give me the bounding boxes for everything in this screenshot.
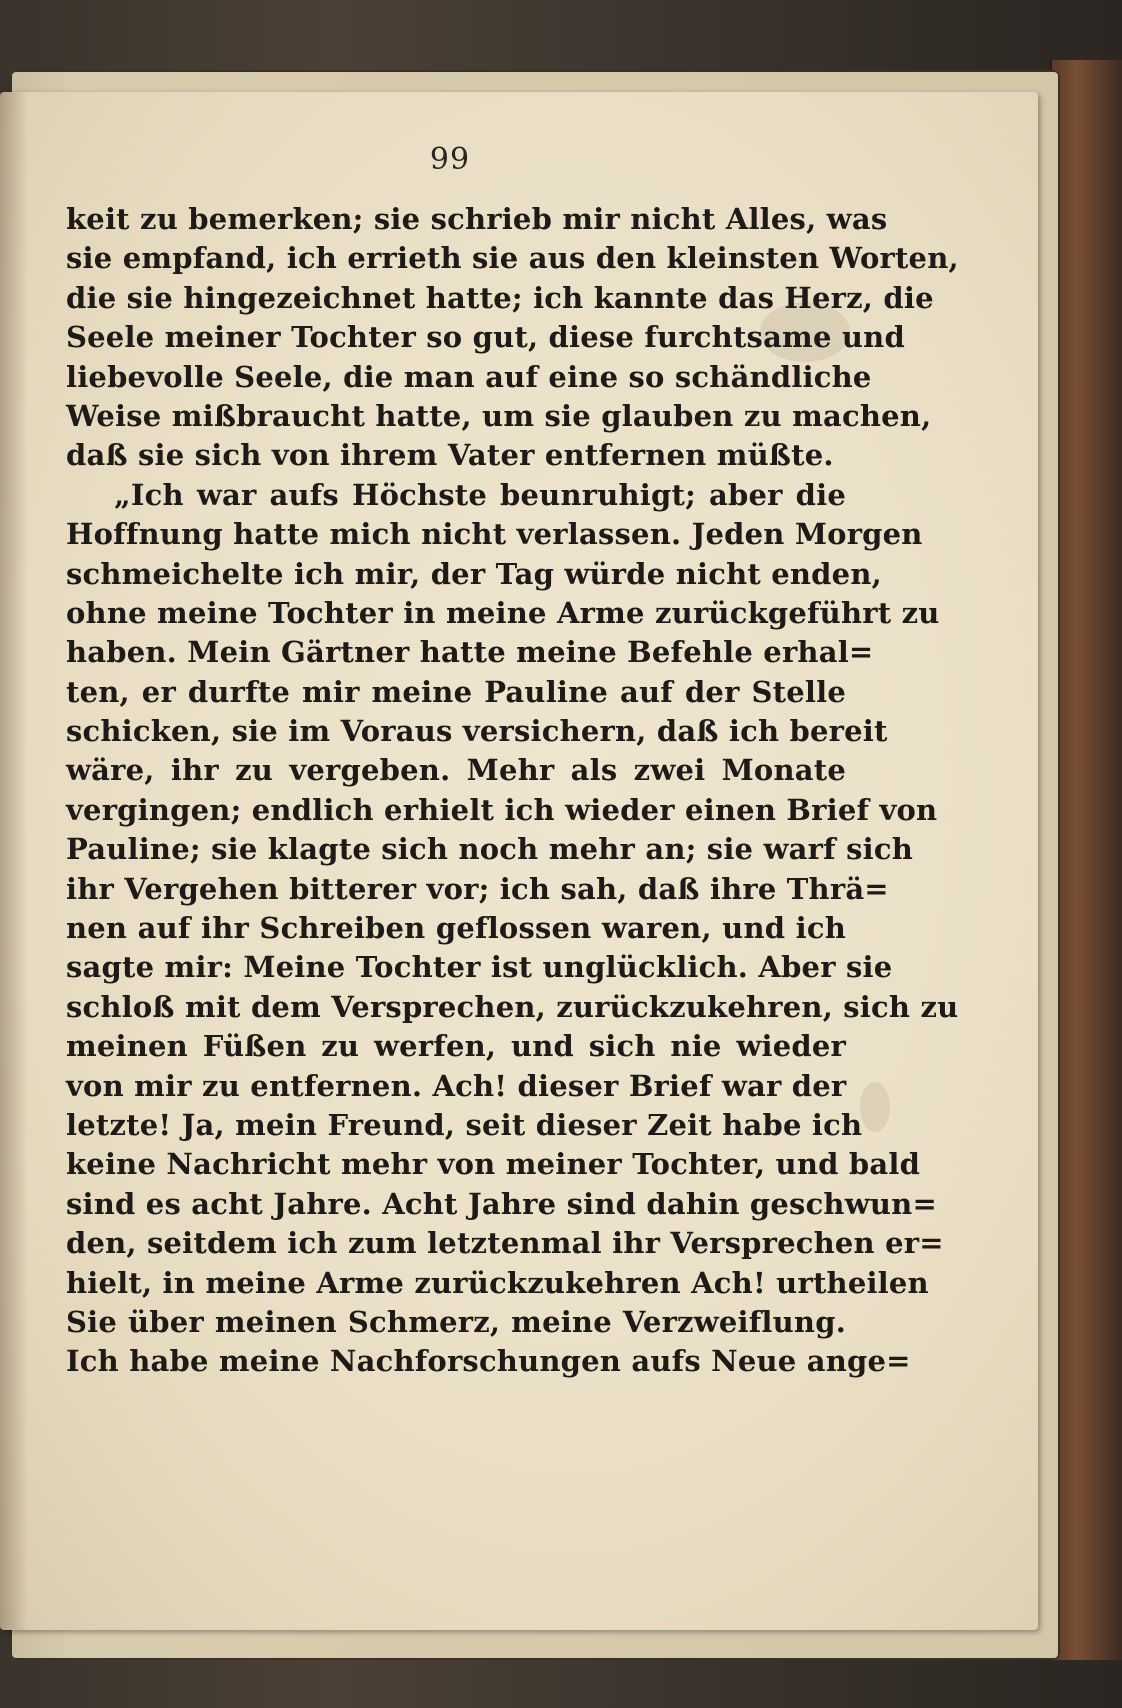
gutter-shadow bbox=[0, 92, 28, 1630]
text-line: keine Nachricht mehr von meiner Tochter, und bald bbox=[66, 1147, 921, 1182]
text-line: vergingen; endlich erhielt ich wieder einen Brief von bbox=[66, 792, 938, 827]
text-line: den, seitdem ich zum letztenmal ihr Versprechen er= bbox=[66, 1226, 944, 1261]
text-line: wäre, ihr zu vergeben. Mehr als zwei Monate bbox=[66, 753, 846, 788]
text-line: hielt, in meine Arme zurückzukehren Ach! urtheilen bbox=[66, 1265, 929, 1300]
text-line: Seele meiner Tochter so gut, diese furchtsame und bbox=[66, 320, 905, 355]
text-line: daß sie sich von ihrem Vater entfernen müßte. bbox=[66, 438, 834, 473]
text-line: liebevolle Seele, die man auf eine so schändliche bbox=[66, 359, 872, 394]
text-line: nen auf ihr Schreiben geflossen waren, und ich bbox=[66, 911, 846, 946]
body-text bbox=[66, 200, 959, 1382]
text-line: sagte mir: Meine Tochter ist unglücklich. Aber sie bbox=[66, 950, 893, 985]
text-line: Sie über meinen Schmerz, meine Verzweiflung. bbox=[66, 1304, 846, 1339]
text-line: ihr Vergehen bitterer vor; ich sah, daß ihre Thrä= bbox=[66, 871, 889, 906]
text-line: „Ich war aufs Höchste beunruhigt; aber die bbox=[114, 477, 846, 512]
text-line: Ich habe meine Nachforschungen aufs Neue ange= bbox=[66, 1344, 911, 1379]
text-line: Weise mißbraucht hatte, um sie glauben zu machen, bbox=[66, 398, 932, 433]
text-line: ten, er durfte mir meine Pauline auf der Stelle bbox=[66, 674, 846, 709]
text-line: haben. Mein Gärtner hatte meine Befehle erhal= bbox=[66, 635, 874, 670]
text-line: Hoffnung hatte mich nicht verlassen. Jeden Morgen bbox=[66, 517, 923, 552]
text-line: schmeichelte ich mir, der Tag würde nicht enden, bbox=[66, 556, 882, 591]
book-cover-edge bbox=[1050, 60, 1122, 1660]
text-line: die sie hingezeichnet hatte; ich kannte das Herz, die bbox=[66, 280, 934, 315]
text-line: letzte! Ja, mein Freund, seit dieser Zeit habe ich bbox=[66, 1107, 863, 1142]
page-number: 99 bbox=[429, 142, 471, 177]
text-line: Pauline; sie klagte sich noch mehr an; sie warf sich bbox=[66, 832, 913, 867]
text-line: schicken, sie im Voraus versichern, daß ich bereit bbox=[66, 714, 888, 749]
text-line: sie empfand, ich errieth sie aus den kleinsten Worten, bbox=[66, 241, 959, 276]
text-line: von mir zu entfernen. Ach! dieser Brief war der bbox=[66, 1068, 847, 1103]
paper-stain bbox=[860, 1082, 890, 1132]
text-line: sind es acht Jahre. Acht Jahre sind dahin geschwun= bbox=[66, 1186, 937, 1221]
text-line: keit zu bemerken; sie schrieb mir nicht Alles, was bbox=[66, 202, 888, 236]
text-line: schloß mit dem Versprechen, zurückzukehren, sich zu bbox=[66, 989, 959, 1024]
text-line: ohne meine Tochter in meine Arme zurückgeführt zu bbox=[66, 595, 940, 630]
text-line: meinen Füßen zu werfen, und sich nie wieder bbox=[66, 1029, 846, 1064]
